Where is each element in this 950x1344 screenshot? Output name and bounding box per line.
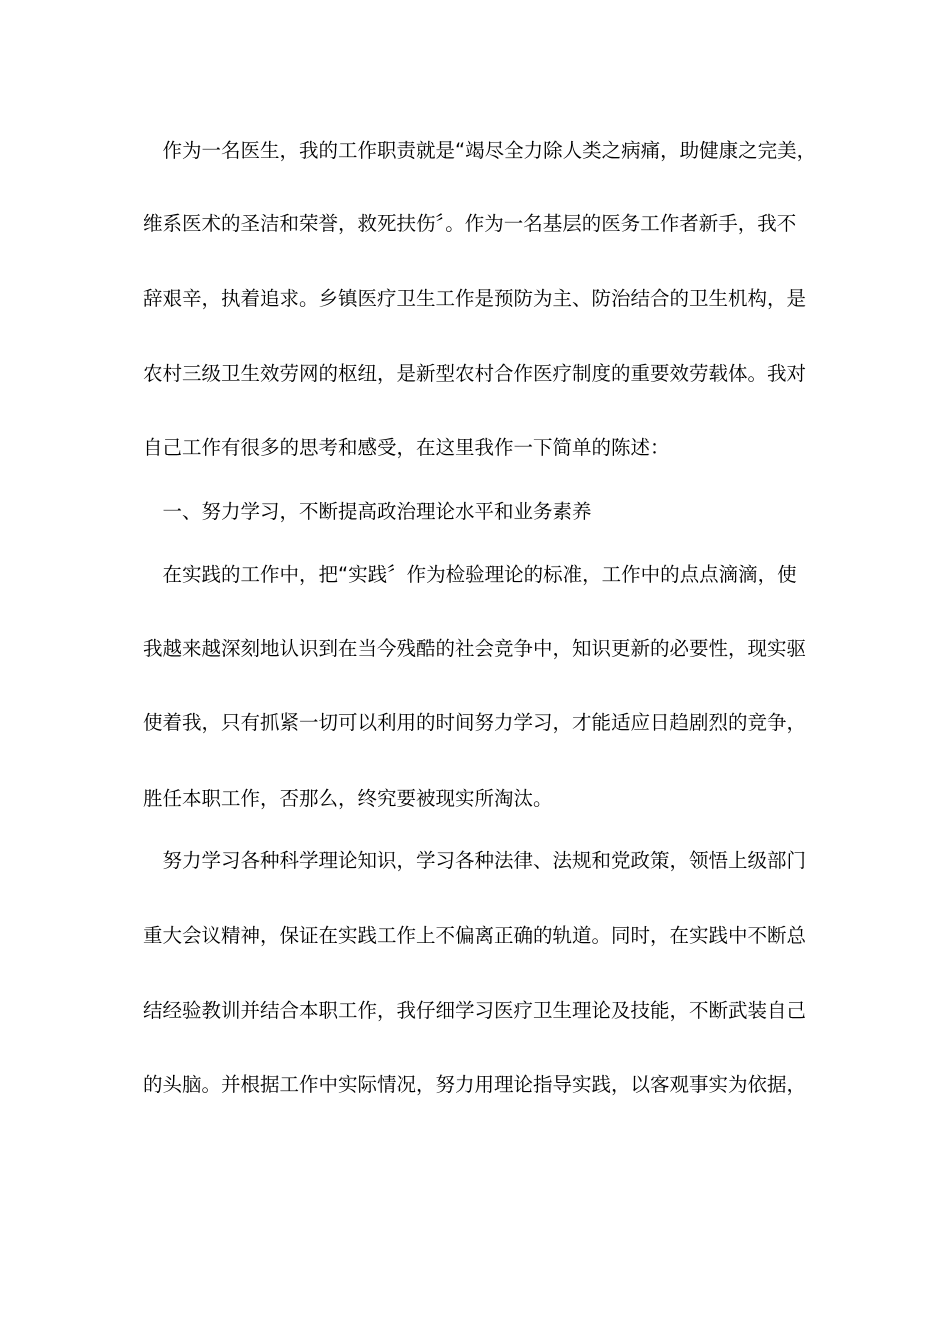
paragraph-1-line-3: 辞艰辛，执着追求。乡镇医疗卫生工作是预防为主、防治结合的卫生机构，是 <box>143 287 807 310</box>
paragraph-2-line-2: 我越来越深刻地认识到在当今残酷的社会竞争中，知识更新的必要性，现实驱 <box>143 637 807 660</box>
section-heading-1: 一、努力学习，不断提高政治理论水平和业务素养 <box>143 500 592 523</box>
paragraph-3-line-1: 努力学习各种科学理论知识，学习各种法律、法规和党政策，领悟上级部门 <box>143 849 807 872</box>
paragraph-1-line-1: 作为一名医生，我的工作职责就是“竭尽全力除人类之病痛，助健康之完美， <box>143 139 817 162</box>
paragraph-3-line-3: 结经验教训并结合本职工作，我仔细学习医疗卫生理论及技能，不断武装自己 <box>143 999 807 1022</box>
paragraph-3-line-4: 的头脑。并根据工作中实际情况，努力用理论指导实践，以客观事实为依据， <box>143 1073 807 1096</box>
paragraph-1-line-4: 农村三级卫生效劳网的枢纽，是新型农村合作医疗制度的重要效劳载体。我对 <box>143 362 807 385</box>
paragraph-3-line-2: 重大会议精神，保证在实践工作上不偏离正确的轨道。同时，在实践中不断总 <box>143 924 807 947</box>
paragraph-2-line-3: 使着我，只有抓紧一切可以利用的时间努力学习，才能适应日趋剧烈的竞争， <box>143 711 807 734</box>
paragraph-2-line-1: 在实践的工作中，把“实践〞作为检验理论的标准，工作中的点点滴滴，使 <box>143 563 797 586</box>
paragraph-1-line-2: 维系医术的圣洁和荣誉，救死扶伤〞。作为一名基层的医务工作者新手，我不 <box>143 212 797 235</box>
paragraph-2-line-4: 胜任本职工作，否那么，终究要被现实所淘汰。 <box>143 787 553 810</box>
paragraph-1-line-5: 自己工作有很多的思考和感受，在这里我作一下简单的陈述： <box>143 436 670 459</box>
